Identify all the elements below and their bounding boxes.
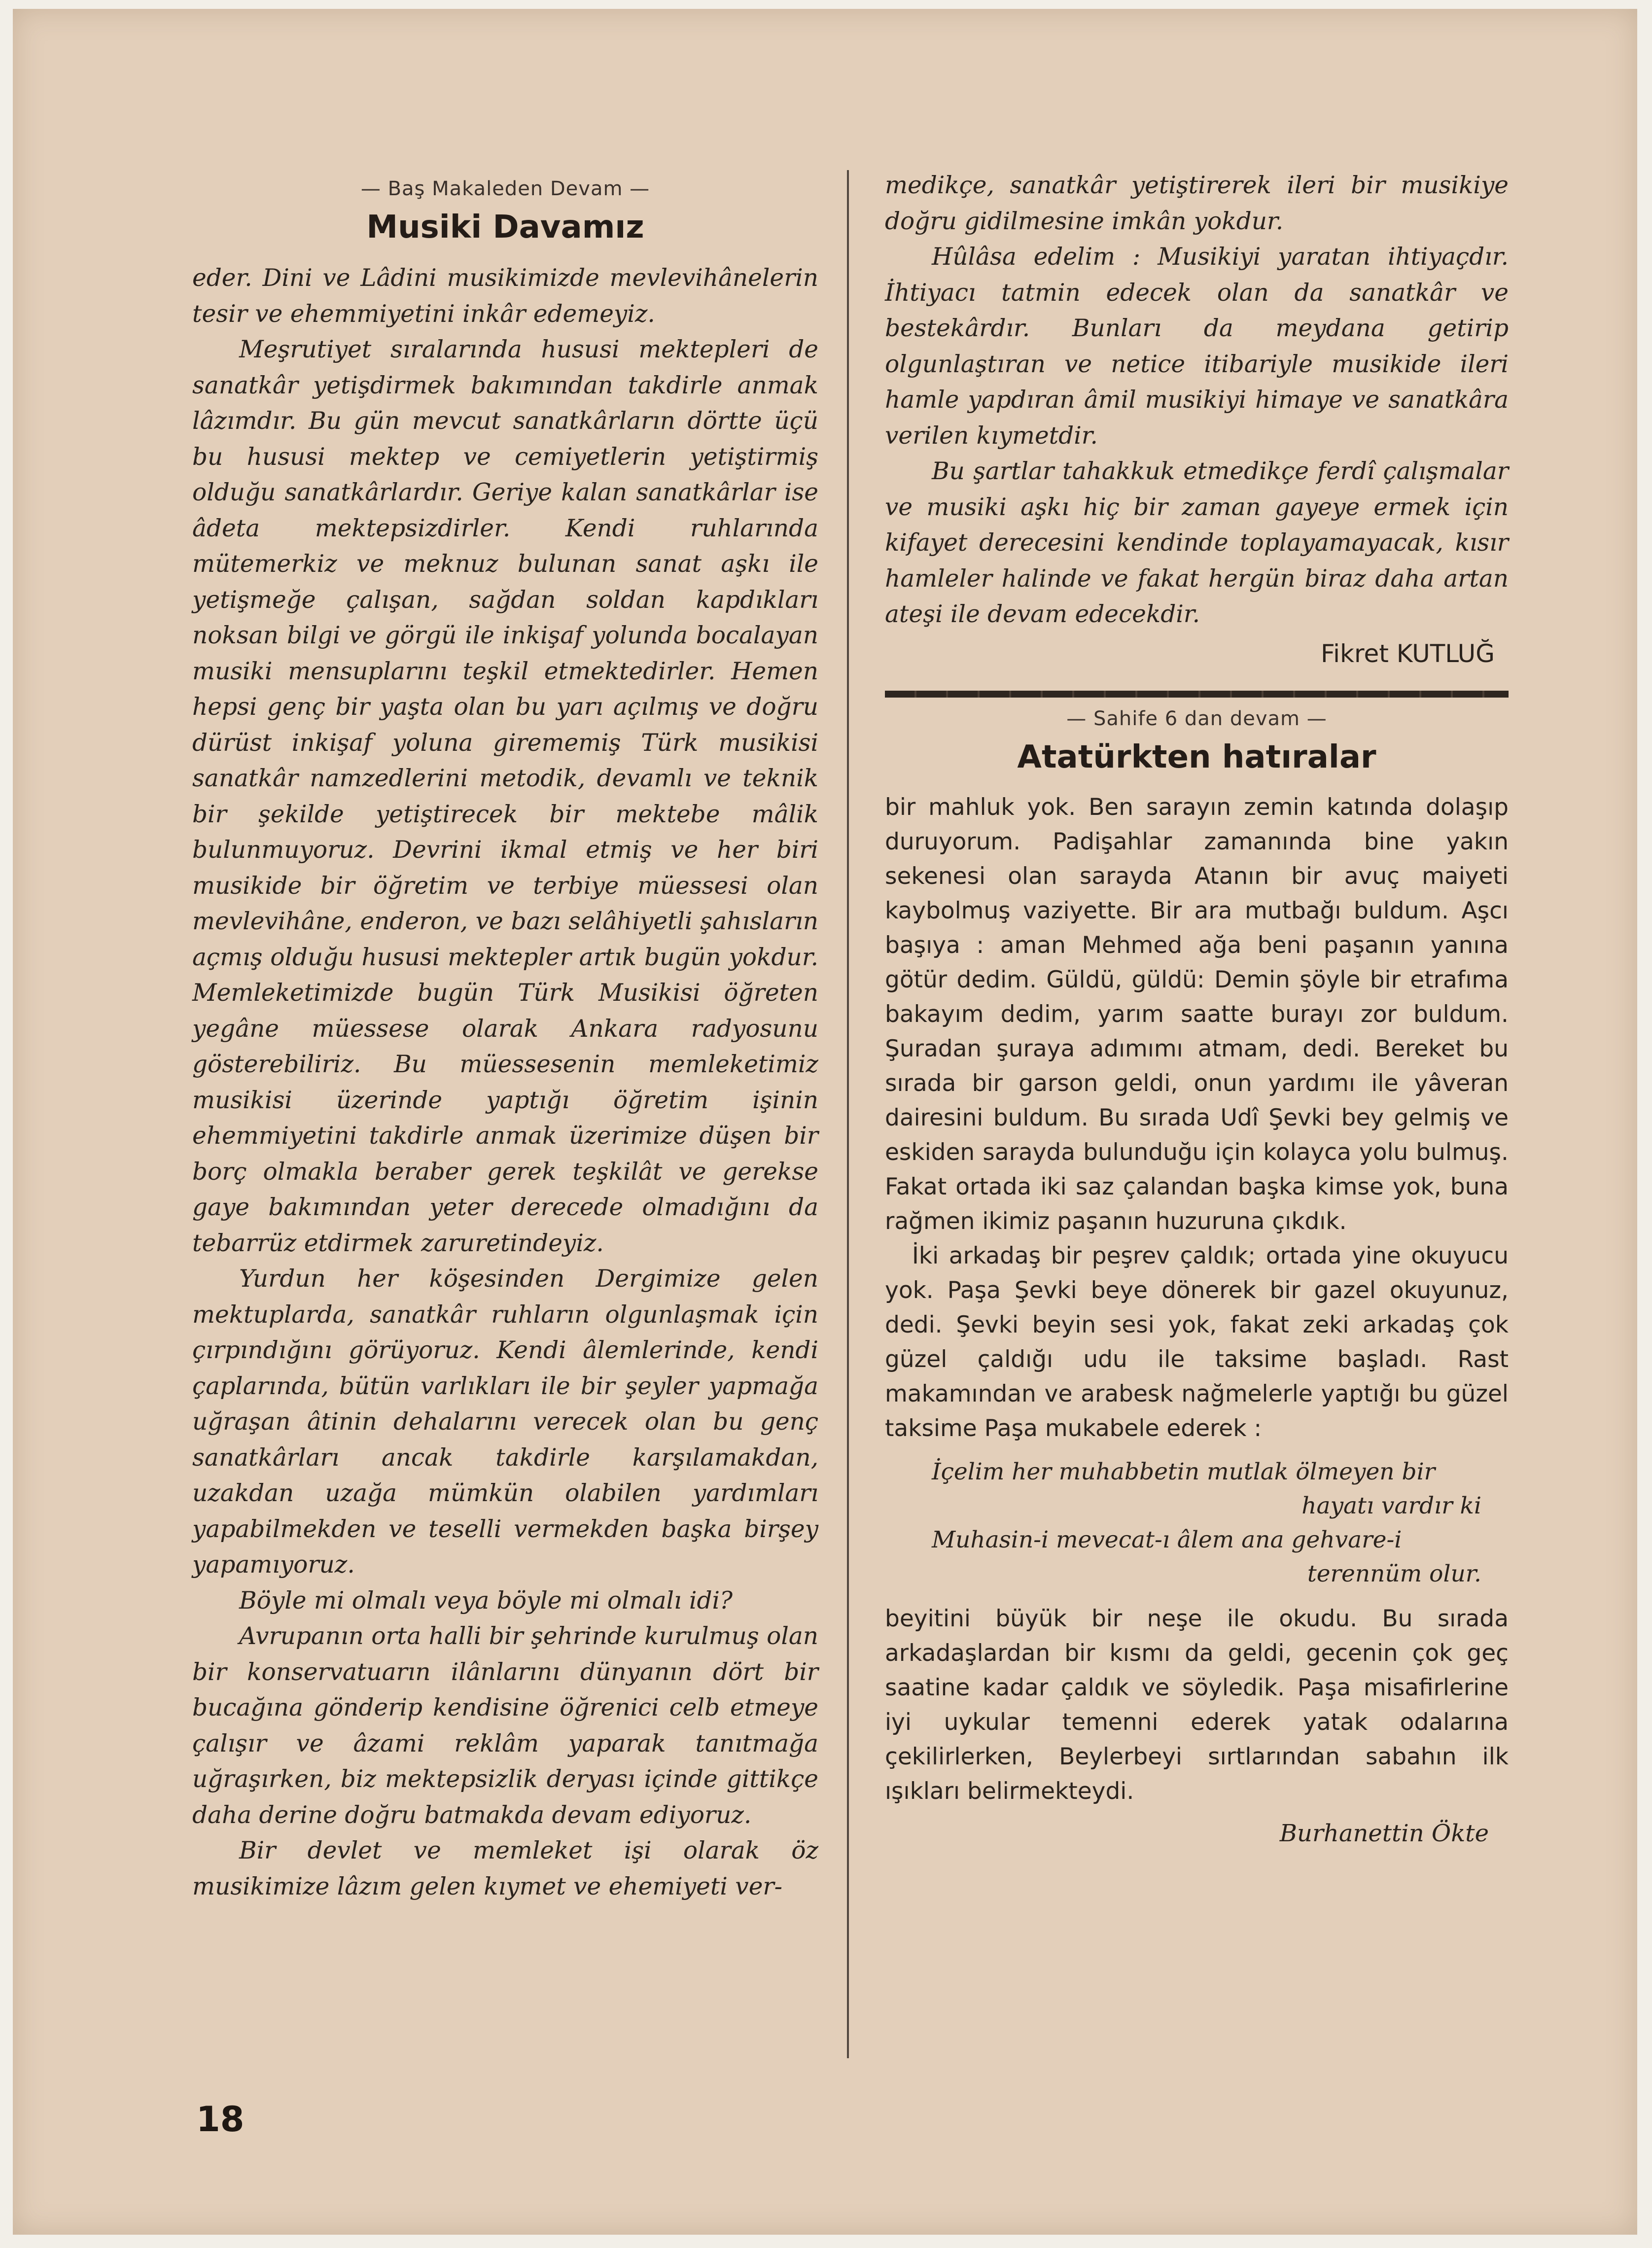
column-divider: [847, 170, 849, 2058]
paragraph: bir mahluk yok. Ben sarayın zemin katında dolaşıp duruyorum. Padişahlar zamanında bine yakın sekenesi olan sarayda Atanın bir avuç maiyeti kaybolmuş vaziyette. Bir ara mutbağı buldum. Aşcı başıya : aman Mehmed ağa beni paşanın yanına götür dedim. Güldü, güldü: Demin şöyle bir etrafıma bakayım dedim, yarım saatte burayı zor buldum. Şuradan şuraya adımımı atmam, dedi. Bereket bu sırada bir garson geldi, onun yardımı ile yâveran dairesini buldum. Bu sırada Udî Şevki bey gelmiş ve eskiden sarayda bulunduğu için kolayca yolu bulmuş. Fakat ortada iki saz çalandan başka kimse yok, buna rağmen ikimiz paşanın huzuruna çıkdık.: [885, 793, 1509, 1235]
continued-label: — Baş Makaleden Devam —: [360, 177, 650, 200]
paragraph: İki arkadaş bir peşrev çaldık; ortada yine okuyucu yok. Paşa Şevki beye dönerek bir gazel okuyunuz, dedi. Şevki beyin sesi yok, fakat zeki arkadaş çok güzel çaldığı udu ile taksime başladı. Rast makamından ve arabesk nağmelerle yaptığı bu güzel taksime Paşa mukabele ederek :: [885, 1242, 1509, 1442]
section-divider: [885, 691, 1509, 698]
verse-line: İçelim her muhabbetin mutlak ölmeyen bir: [932, 1458, 1436, 1485]
continued-label: — Sahife 6 dan devam —: [1066, 707, 1327, 730]
right-column: [885, 168, 1509, 1847]
verse-line: Muhasin-i mevecat-ı âlem ana gehvare-i: [932, 1526, 1402, 1553]
article-title: Atatürkten hatıralar: [1017, 738, 1376, 775]
left-column: [192, 168, 818, 1904]
paragraph: medikçe, sanatkâr yetiştirerek ileri bir musikiye doğru gidilmesine imkân yokdur.: [885, 172, 1509, 235]
verse-quote: [885, 1455, 1509, 1591]
paragraph: Yurdun her köşesinden Dergimize gelen mektuplarda, sanatkâr ruhların olgunlaşmak için çırpındığını görüyoruz. Kendi âlemlerinde, kendi çaplarında, bütün varlıkları ile bir şeyler yapmağa uğraşan âtinin dehalarını verecek olan bu genç sanatkârları ancak takdirle karşılamakdan, uzakdan uzağa mümkün olabilen yardımları yapabilmekden ve teselli vermekden başka birşey yapamıyoruz.: [192, 1265, 818, 1579]
article-body: [885, 790, 1509, 1446]
paragraph: eder. Dini ve Lâdini musikimizde mevlevihânelerin tesir ve ehemmiyetini inkâr edemeyiz.: [192, 264, 818, 328]
paragraph: Hûlâsa edelim : Musikiyi yaratan ihtiyaçdır. İhtiyacı tatmin edecek olan da sanatkâr ve bestekârdır. Bunları da meydana getirip olgunlaştıran ve netice itibariyle musikide ileri hamle yapdıran âmil musikiyi himaye ve sanatkâra verilen kıymetdir.: [885, 243, 1509, 450]
paragraph: beyitini büyük bir neşe ile okudu. Bu sırada arkadaşlardan bir kısmı da geldi, gecenin çok geç saatine kadar çaldık ve söyledik. Paşa misafirlerine iyi uykular temenni ederek yatak odalarına çekilirlerken, Beylerbeyi sırtlarından sabahın ilk ışıkları belirmekteydi.: [885, 1605, 1509, 1805]
paragraph: Avrupanın orta halli bir şehrinde kurulmuş olan bir konservatuarın ilânlarını dünyanın dört bir bucağına gönderip kendisine öğrenici celb etmeye çalışır ve âzami reklâm yaparak tanıtmağa uğraşırken, biz mektepsizlik deryası içinde gittikçe daha derine doğru batmakda devam ediyoruz.: [192, 1622, 818, 1829]
author-signature: Burhanettin Ökte: [1279, 1819, 1489, 1847]
author-signature: Fikret KUTLUĞ: [1321, 639, 1495, 668]
article-continuation: [885, 168, 1509, 632]
article-body-end: [885, 1602, 1509, 1809]
paragraph: Bu şartlar tahakkuk etmedikçe ferdî çalışmalar ve musiki aşkı hiç bir zaman gayeye ermek için kifayet derecesini kendinde toplayamayacak, kısır hamleler halinde ve fakat hergün biraz daha artan ateşi ile devam edecekdir.: [885, 457, 1509, 628]
paragraph: Meşrutiyet sıralarında hususi mektepleri de sanatkâr yetişdirmek bakımından takdirle anmak lâzımdır. Bu gün mevcut sanatkârların dörtte üçü bu hususi mektep ve cemiyetlerin yetiştirmiş olduğu sanatkârlardır. Geriye kalan sanatkârlar ise âdeta mektepsizdirler. Kendi ruhlarında mütemerkiz ve meknuz bulunan sanat aşkı ile yetişmeğe çalışan, sağdan soldan kapdıkları noksan bilgi ve görgü ile inkişaf yolunda bocalayan musiki mensuplarını teşkil etmektedirler. Hemen hepsi genç bir yaşta olan bu yarı açılmış ve doğru dürüst inkişaf yoluna girememiş Türk musikisi sanatkâr namzedlerini metodik, devamlı ve teknik bir şekilde yetiştirecek bir mektebe mâlik bulunmuyoruz. Devrini ikmal etmiş ve her biri musikide bir öğretim ve terbiye müessesi olan mevlevihâne, enderon, ve bazı selâhiyetli şahısların açmış olduğu hususi mektepler artık bugün yokdur. Memleketimizde bugün Türk Musikisi öğreten yegâne müessese olarak Ankara radyosunu gösterebiliriz. Bu müessesenin memleketimiz musikisi üzerinde yaptığı öğretim işinin ehemmiyetini takdirle anmak üzerimize düşen bir borç olmakla beraber gerek teşkilât ve gerekse gaye bakımından yeter derecede olmadığını da tebarrüz etdirmek zaruretindeyiz.: [192, 336, 818, 1257]
verse-line: hayatı vardır ki: [1301, 1492, 1481, 1519]
paragraph: Bir devlet ve memleket işi olarak öz musikimize lâzım gelen kıymet ve ehemiyeti ver-: [192, 1837, 818, 1900]
article-title: Musiki Davamız: [366, 209, 644, 246]
paragraph: Böyle mi olmalı veya böyle mi olmalı idi?: [239, 1586, 733, 1615]
verse-line: terennüm olur.: [1307, 1560, 1481, 1587]
page-number: 18: [196, 2099, 245, 2140]
